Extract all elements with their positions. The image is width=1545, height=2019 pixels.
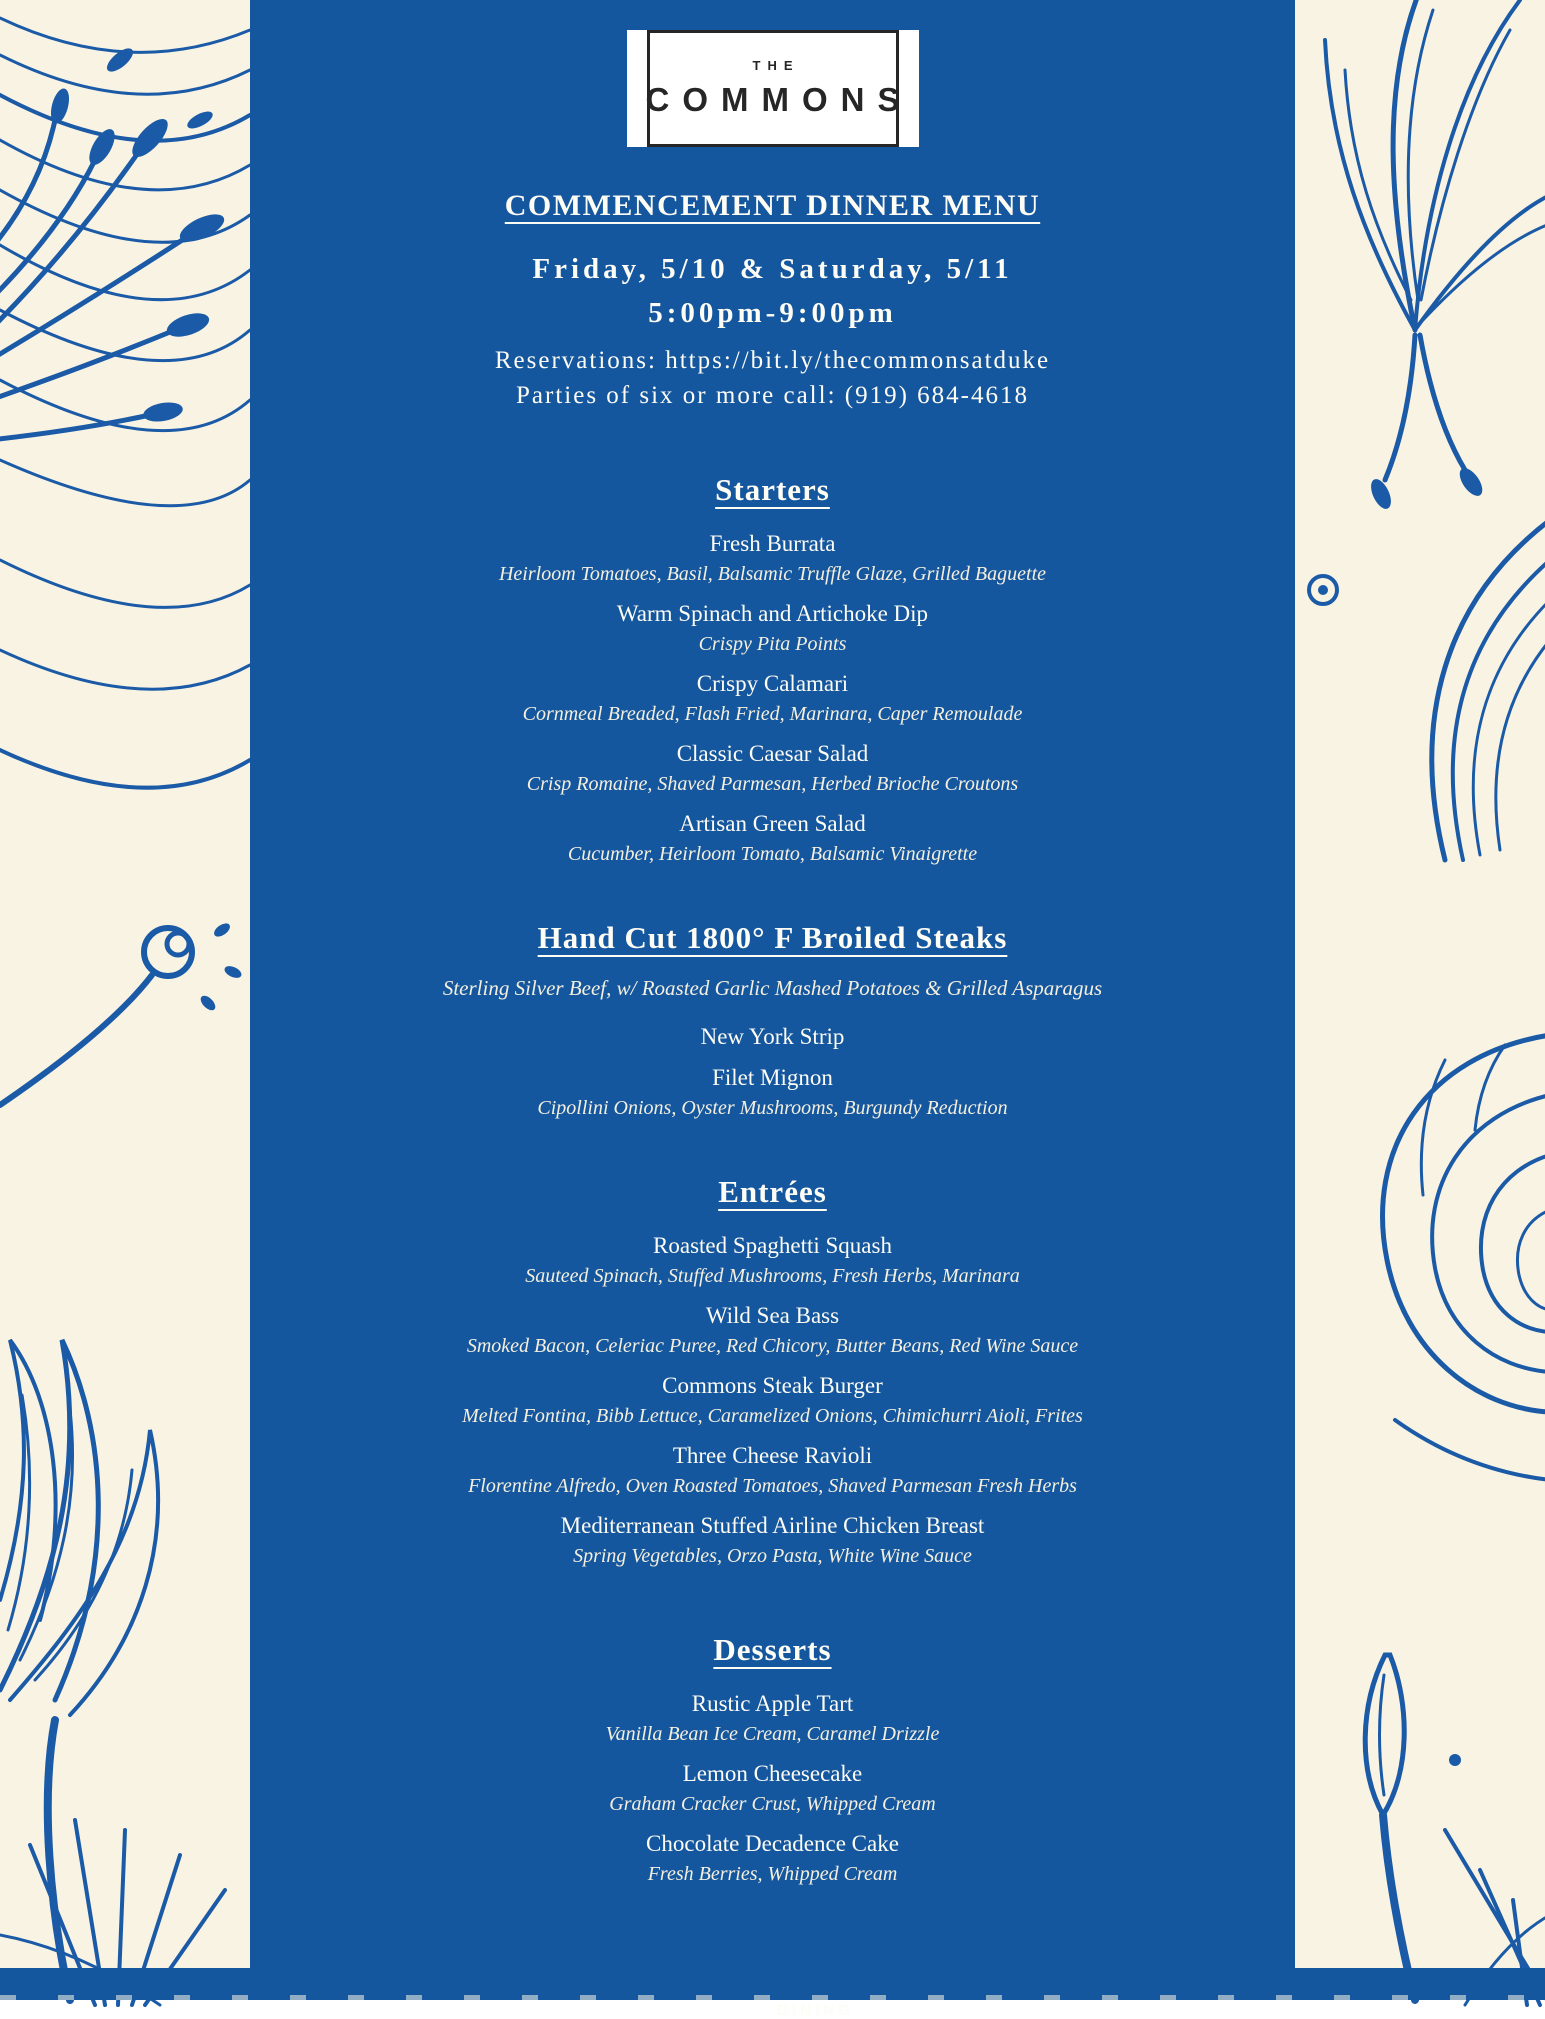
item-description: Florentine Alfredo, Oven Roasted Tomatoes, Shaved Parmesan Fresh Herbs [468, 1475, 1077, 1497]
section-heading: Desserts [713, 1632, 832, 1667]
floral-border-left-art [0, 0, 250, 2000]
menu-item [499, 530, 1046, 587]
item-description: Melted Fontina, Bibb Lettuce, Caramelized Onions, Chimichurri Aioli, Frites [462, 1405, 1083, 1427]
section-heading: Entrées [718, 1174, 827, 1209]
item-name: Crispy Calamari [696, 671, 849, 696]
item-description: Cornmeal Breaded, Flash Fried, Marinara, Caper Remoulade [522, 703, 1023, 725]
item-name: Rustic Apple Tart [691, 1691, 854, 1716]
item-name: Artisan Green Salad [679, 811, 866, 836]
menu-item [606, 1690, 940, 1747]
section-starters [499, 410, 1046, 880]
section-steaks [443, 880, 1102, 1134]
menu-item [525, 1232, 1020, 1289]
commons-logo-frame [645, 30, 913, 147]
commons-logo [627, 30, 919, 147]
item-name: Filet Mignon [712, 1065, 833, 1090]
item-description: Spring Vegetables, Orzo Pasta, White Wine Sauce [573, 1545, 972, 1567]
page-title: COMMENCEMENT DINNER MENU [504, 189, 1041, 222]
menu-item [527, 740, 1018, 797]
event-dates: Friday, 5/10 & Saturday, 5/11 [532, 253, 1013, 285]
item-description: Smoked Bacon, Celeriac Puree, Red Chicory, Butter Beans, Red Wine Sauce [466, 1335, 1079, 1357]
item-description: Graham Cracker Crust, Whipped Cream [609, 1793, 936, 1815]
reservations-label: Reservations: [494, 347, 666, 374]
item-name: Chocolate Decadence Cake [646, 1831, 899, 1856]
menu-item [523, 670, 1023, 727]
item-name: New York Strip [700, 1024, 845, 1049]
item-description: Crisp Romaine, Shaved Parmesan, Herbed Brioche Croutons [526, 773, 1019, 795]
item-description: Sauteed Spinach, Stuffed Mushrooms, Fresh Herbs, Marinara [525, 1265, 1020, 1287]
item-name: Warm Spinach and Artichoke Dip [616, 601, 929, 626]
item-description: Cipollini Onions, Oyster Mushrooms, Burgundy Reduction [537, 1097, 1008, 1119]
item-name: Lemon Cheesecake [682, 1761, 863, 1786]
menu-item [609, 1760, 935, 1817]
item-name: Fresh Burrata [709, 531, 836, 556]
item-description: Heirloom Tomatoes, Basil, Balsamic Truffle Glaze, Grilled Baguette [498, 563, 1047, 585]
reservations-link[interactable]: https://bit.ly/thecommonsatduke [665, 347, 1051, 374]
bottom-border-band [0, 1968, 1545, 2000]
reservations-line [495, 347, 1050, 375]
item-description: Crispy Pita Points [698, 633, 847, 655]
item-description: Vanilla Bean Ice Cream, Caramel Drizzle [605, 1723, 940, 1745]
item-description: Cucumber, Heirloom Tomato, Balsamic Vinaigrette [567, 843, 978, 865]
item-name: Three Cheese Ravioli [672, 1443, 873, 1468]
menu-item [701, 1023, 845, 1051]
section-entrees [462, 1134, 1083, 1582]
section-desserts [606, 1582, 940, 1900]
item-name: Mediterranean Stuffed Airline Chicken Breast [560, 1513, 985, 1538]
floral-border-right-art [1295, 0, 1545, 2000]
menu-item [568, 810, 977, 867]
event-hours: 5:00pm-9:00pm [648, 297, 897, 329]
menu-item [462, 1372, 1083, 1429]
item-name: Roasted Spaghetti Squash [653, 1233, 892, 1258]
item-description: Fresh Berries, Whipped Cream [647, 1863, 898, 1885]
section-heading: Hand Cut 1800° F Broiled Steaks [537, 920, 1008, 955]
menu-item [646, 1830, 899, 1887]
menu-item [561, 1512, 985, 1569]
section-heading: Starters [715, 472, 830, 507]
menu-item [468, 1442, 1077, 1499]
item-name: Classic Caesar Salad [676, 741, 869, 766]
item-name: Commons Steak Burger [662, 1373, 883, 1398]
item-name: Wild Sea Bass [705, 1303, 840, 1328]
menu-item [617, 600, 928, 657]
menu-item [467, 1302, 1078, 1359]
parties-phone-line: Parties of six or more call: (919) 684-4618 [516, 382, 1029, 409]
menu-item [537, 1064, 1007, 1121]
logo-commons-label: COMMONS [645, 81, 913, 118]
section-note: Sterling Silver Beef, w/ Roasted Garlic Mashed Potatoes & Grilled Asparagus [442, 976, 1103, 1000]
dining-wordmark: DINING [777, 2002, 854, 2019]
logo-the-label: THE [752, 58, 800, 73]
menu-content [250, 0, 1295, 2019]
